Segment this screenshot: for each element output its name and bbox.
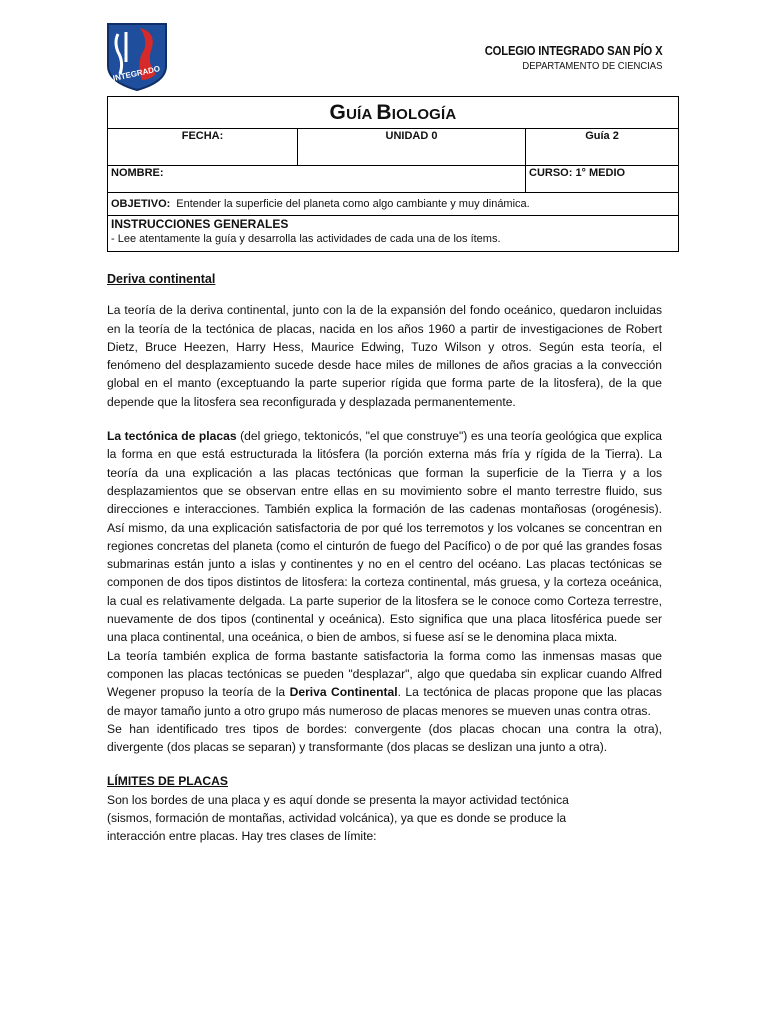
instrucciones-row [108,216,678,251]
school-name: COLEGIO INTEGRADO SAN PÍO X [484,44,662,58]
unidad-field: UNIDAD 0 [298,129,526,165]
objetivo-cell [108,197,533,211]
deriva-term: Deriva Continental [289,685,398,700]
curso-field: CURSO: 1° MEDIO [529,167,626,179]
paragraph-explicacion: La teoría también explica de forma bastante satisfactoria la forma como las inmensas masas que componen las placas tectónicas se pueden "desplazar", algo que quedaba sin explicar cuando Alfred Wegener propuso la teoría de la Deriva Continental. La tectónica de placas propone que las placas de mayor tamaño junto a otro grupo más numeroso de placas menores se mueven unas contra otras. [107,648,662,718]
school-logo [106,22,168,92]
school-header [465,44,662,72]
paragraph-limites: Son los bordes de una placa y es aquí donde se presenta la mayor actividad tectónica (sismos, formación de montañas, actividad volcánica), ya que es donde se produce la interacción entre placas. Hay tres clases de límite: [107,792,569,844]
guide-meta-row [108,129,678,166]
subsection-heading: LÍMITES DE PLACAS [107,774,228,789]
objetivo-text: Entender la superficie del planeta como algo cambiante y muy dinámica. [176,198,530,210]
nombre-field: NOMBRE: [108,166,526,192]
paragraph-deriva: La teoría de la deriva continental, junto con la de la expansión del fondo oceánico, quedaron incluidas en la teoría de la tectónica de placas, nacida en los años 1960 a partir de investigaciones de Robert Dietz, Bruce Heezen, Harry Hess, Maurice Edwing, Tuzo Wilson y otros. Según esta teoría, el fenómeno del desplazamiento sucede desde hace miles de millones de años gracias a la convección global en el manto (exceptuando la parte superior rígida que forma parte de la litosfera), de la que depende que la litosfera sea reconfigurada y desplazada permanentemente. [107,303,662,409]
objetivo-row [108,193,678,216]
department-name: DEPARTAMENTO DE CIENCIAS [521,60,662,72]
guide-title-row [108,97,678,129]
section-heading: Deriva continental [107,272,216,286]
paragraph-bordes: Se han identificado tres tipos de bordes: convergente (dos placas chocan una contra la otra), divergente (dos placas se separan) y transformante (dos placas se deslizan una junto a otra). [107,721,662,755]
guide-title: GUÍA BIOLOGÍA [329,100,457,124]
tectonica-term: La tectónica de placas [107,429,237,444]
instrucciones-label: INSTRUCCIONES GENERALES [111,217,289,231]
instrucciones-text: - Lee atentamente la guía y desarrolla las actividades de cada una de los ítems. [111,233,501,245]
paragraph-tectonica: La tectónica de placas (del griego, tektonicós, "el que construye") es una teoría geológica que explica la forma en que está estructurada la litósfera (la porción externa más fría y rígida de la Tierra). La teoría da una explicación a las placas tectónicas que forman la superficie de la Tierra y a los desplazamientos que se observan entre ellas en su movimiento sobre el manto terrestre fluido, sus direcciones e interacciones. También explica la formación de las cadenas montañosas (orogénesis). Así mismo, da una explicación satisfactoria de por qué los terremotos y los volcanes se concentran en regiones concretas del planeta (como el cinturón de fuego del Pacífico) o de por qué las grandes fosas submarinas están junto a islas y continentes y no en el centro del océano. Las placas tectónicas se componen de dos tipos distintos de litosfera: la corteza continental, más gruesa, y la corteza oceánica, la cual es relativamente delgada. La parte superior de la litosfera se le conoce como Corteza terrestre, nuevamente de dos tipos (continental y oceánica). Esto significa que una placa litosférica puede ser una placa continental, una oceánica, o bien de ambos, si fuese así se le denomina placa mixta. [107,429,662,645]
fecha-field: FECHA: [108,129,298,165]
guide-info-table [107,96,679,252]
student-row [108,166,678,193]
guide-content [107,270,662,846]
guia-field: Guía 2 [585,130,619,142]
objetivo-label: OBJETIVO: [111,198,171,210]
logo-text: INTEGRADO [112,64,161,83]
